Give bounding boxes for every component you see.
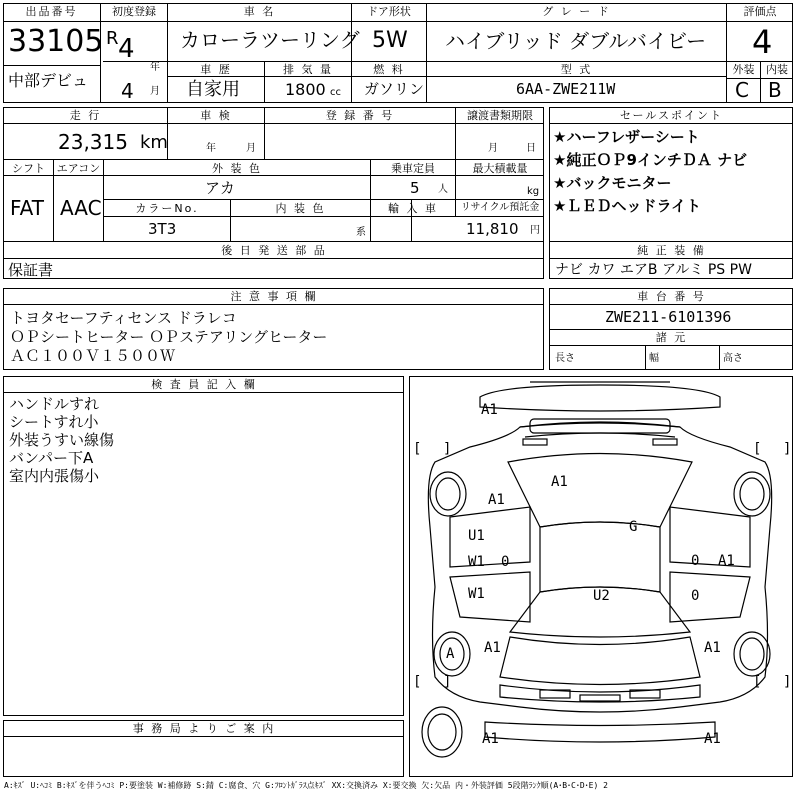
damage-mark: A1 — [551, 474, 568, 490]
color-no: 3T3 — [148, 220, 177, 238]
debut-label: 中部デビュ — [8, 71, 89, 90]
ac: AAC — [60, 196, 102, 220]
fuel: ガソリン — [364, 80, 425, 98]
score-label: 評価点 — [743, 5, 777, 18]
height-label: 高さ — [723, 353, 743, 364]
bracket: [ — [413, 441, 422, 457]
damage-mark: A1 — [718, 553, 735, 569]
notes-label: 注 意 事 項 欄 — [230, 290, 318, 303]
chassis-number: ZWE211-6101396 — [605, 308, 732, 326]
reg-month: 4 — [121, 79, 134, 103]
damage-mark: A1 — [481, 402, 498, 418]
sales-point: ★ハーフレザーシート — [553, 128, 700, 146]
load-label: 最大積載量 — [472, 162, 528, 175]
history: 自家用 — [186, 79, 240, 100]
car-name-label: 車 名 — [243, 5, 276, 18]
model-label: 型 式 — [560, 63, 593, 76]
equipment: ナビ カワ エアB アルミ PS PW — [555, 262, 752, 278]
lot-number: 33105 — [8, 24, 104, 59]
note-line: トヨタセーフティセンス ドラレコ — [10, 309, 237, 327]
damage-mark: A — [446, 646, 455, 662]
month-unit: 月 — [150, 86, 160, 97]
damage-mark: A1 — [482, 731, 499, 747]
displacement-unit: cc — [330, 87, 341, 98]
car-name: カローラツーリング — [180, 28, 360, 52]
insp-year: 年 — [206, 143, 216, 154]
transfer-day: 日 — [526, 143, 536, 154]
load-unit: kg — [527, 186, 540, 197]
inspector-line: シートすれ小 — [9, 413, 99, 431]
damage-mark: W1 — [468, 586, 485, 602]
year-unit: 年 — [150, 62, 160, 73]
bracket: ] — [443, 441, 452, 457]
inspection-label: 車 検 — [200, 109, 232, 122]
zero-mark: 0 — [691, 553, 700, 569]
mileage-label: 走 行 — [69, 109, 102, 122]
score: 4 — [752, 23, 773, 61]
lot-label: 出品番号 — [25, 5, 78, 18]
zero-mark: 0 — [501, 554, 510, 570]
office-label: 事 務 局 よ り ご 案 内 — [132, 722, 276, 735]
damage-mark: U1 — [468, 528, 485, 544]
model-code: 6AA-ZWE211W — [516, 80, 616, 98]
car-outline — [410, 377, 792, 776]
bracket: ] — [443, 674, 452, 690]
width-label: 幅 — [649, 353, 659, 364]
note-line: ＡＣ１００Ｖ１５００Ｗ — [10, 347, 176, 365]
bracket: [ — [753, 441, 762, 457]
damage-mark: G — [629, 519, 638, 535]
capacity-unit: 人 — [438, 184, 448, 195]
sales-points-label: セールスポイント — [619, 109, 723, 122]
exterior-grade: C — [735, 78, 749, 102]
bracket: [ — [753, 674, 762, 690]
damage-mark: W1 — [468, 554, 485, 570]
color-no-label: カラーNo. — [135, 202, 199, 215]
length-label: 長さ — [555, 353, 575, 364]
color-label: 外 装 色 — [212, 162, 262, 175]
recycle-label: リサイクル預託金 — [460, 202, 540, 213]
sales-point: ★純正ＯＰ9インチＤＡ ナビ — [553, 151, 748, 169]
transfer-label: 譲渡書類期限 — [467, 109, 533, 122]
shift: FAT — [10, 196, 45, 220]
inspector-line: ハンドルすれ — [9, 395, 100, 413]
interior-grade: B — [768, 78, 782, 102]
sales-point: ★バックモニター — [553, 174, 672, 192]
bracket: [ — [413, 674, 422, 690]
capacity: 5 — [410, 179, 420, 197]
capacity-label: 乗車定員 — [391, 162, 435, 175]
ac-label: エアコン — [56, 162, 101, 175]
damage-mark: A1 — [488, 492, 505, 508]
inspector-line: 室内内張傷小 — [9, 467, 100, 485]
damage-mark: A1 — [484, 640, 501, 656]
car-diagram — [409, 376, 793, 777]
sales-point: ★ＬＥＤヘッドライト — [553, 197, 701, 215]
legend-footer: A:ｷｽﾞ U:ﾍｺﾐ B:ｷｽﾞを伴うﾍｺﾐ P:要塗装 W:補修跡 S:錆 C:腐食、穴 G:ﾌﾛﾝﾄｶﾞﾗｽ点ｷｽﾞ XX:交換済み X:要交換 欠:欠品 内・外装評価 5段階ﾗﾝｸ順(A･B･C･D･E) 2 — [4, 781, 608, 790]
grade: ハイブリッド ダブルバイビー — [445, 29, 707, 53]
zero-mark: 0 — [691, 588, 700, 604]
int-color-label: 内 装 色 — [275, 202, 326, 215]
displacement: 1800 — [285, 80, 326, 99]
damage-mark: A1 — [704, 731, 721, 747]
int-color-unit: 系 — [356, 227, 366, 238]
shift-label: シフト — [12, 162, 45, 175]
history-label: 車 歴 — [200, 63, 232, 76]
inspector-label: 検 査 員 記 入 欄 — [151, 378, 257, 391]
equipment-label: 純 正 装 備 — [637, 244, 706, 257]
damage-mark: A1 — [704, 640, 721, 656]
interior-label: 内装 — [766, 63, 788, 76]
color: アカ — [205, 179, 235, 197]
displacement-label: 排 気 量 — [283, 63, 333, 76]
fuel-label: 燃 料 — [373, 63, 405, 76]
recycle-unit: 円 — [530, 225, 540, 236]
era: R — [106, 28, 119, 49]
insp-month: 月 — [246, 143, 256, 154]
later-parts-label: 後 日 発 送 部 品 — [221, 244, 327, 257]
inspector-line: バンパー下A — [9, 449, 94, 467]
door-type: 5W — [372, 28, 408, 53]
grade-label: グ レ ー ド — [542, 5, 611, 18]
dims-label: 諸 元 — [655, 331, 688, 344]
registration-label: 登 録 番 号 — [325, 109, 395, 122]
door-label: ドア形状 — [367, 5, 411, 18]
damage-mark: U2 — [593, 588, 610, 604]
exterior-label: 外装 — [732, 63, 755, 76]
note-line: ＯＰシートヒーター ＯＰステアリングヒーター — [10, 328, 328, 346]
bracket: ] — [783, 441, 792, 457]
inspector-line: 外装うすい線傷 — [9, 431, 115, 449]
mileage-unit: km — [140, 132, 168, 153]
transfer-month: 月 — [488, 143, 498, 154]
later-parts: 保証書 — [8, 261, 54, 279]
first-reg-label: 初度登録 — [112, 5, 156, 18]
bracket: ] — [783, 674, 792, 690]
chassis-label: 車 台 番 号 — [637, 290, 706, 303]
import-label: 輸 入 車 — [388, 202, 438, 215]
recycle-fee: 11,810 — [466, 220, 519, 238]
mileage: 23,315 — [58, 130, 128, 154]
reg-year: 4 — [118, 34, 135, 64]
